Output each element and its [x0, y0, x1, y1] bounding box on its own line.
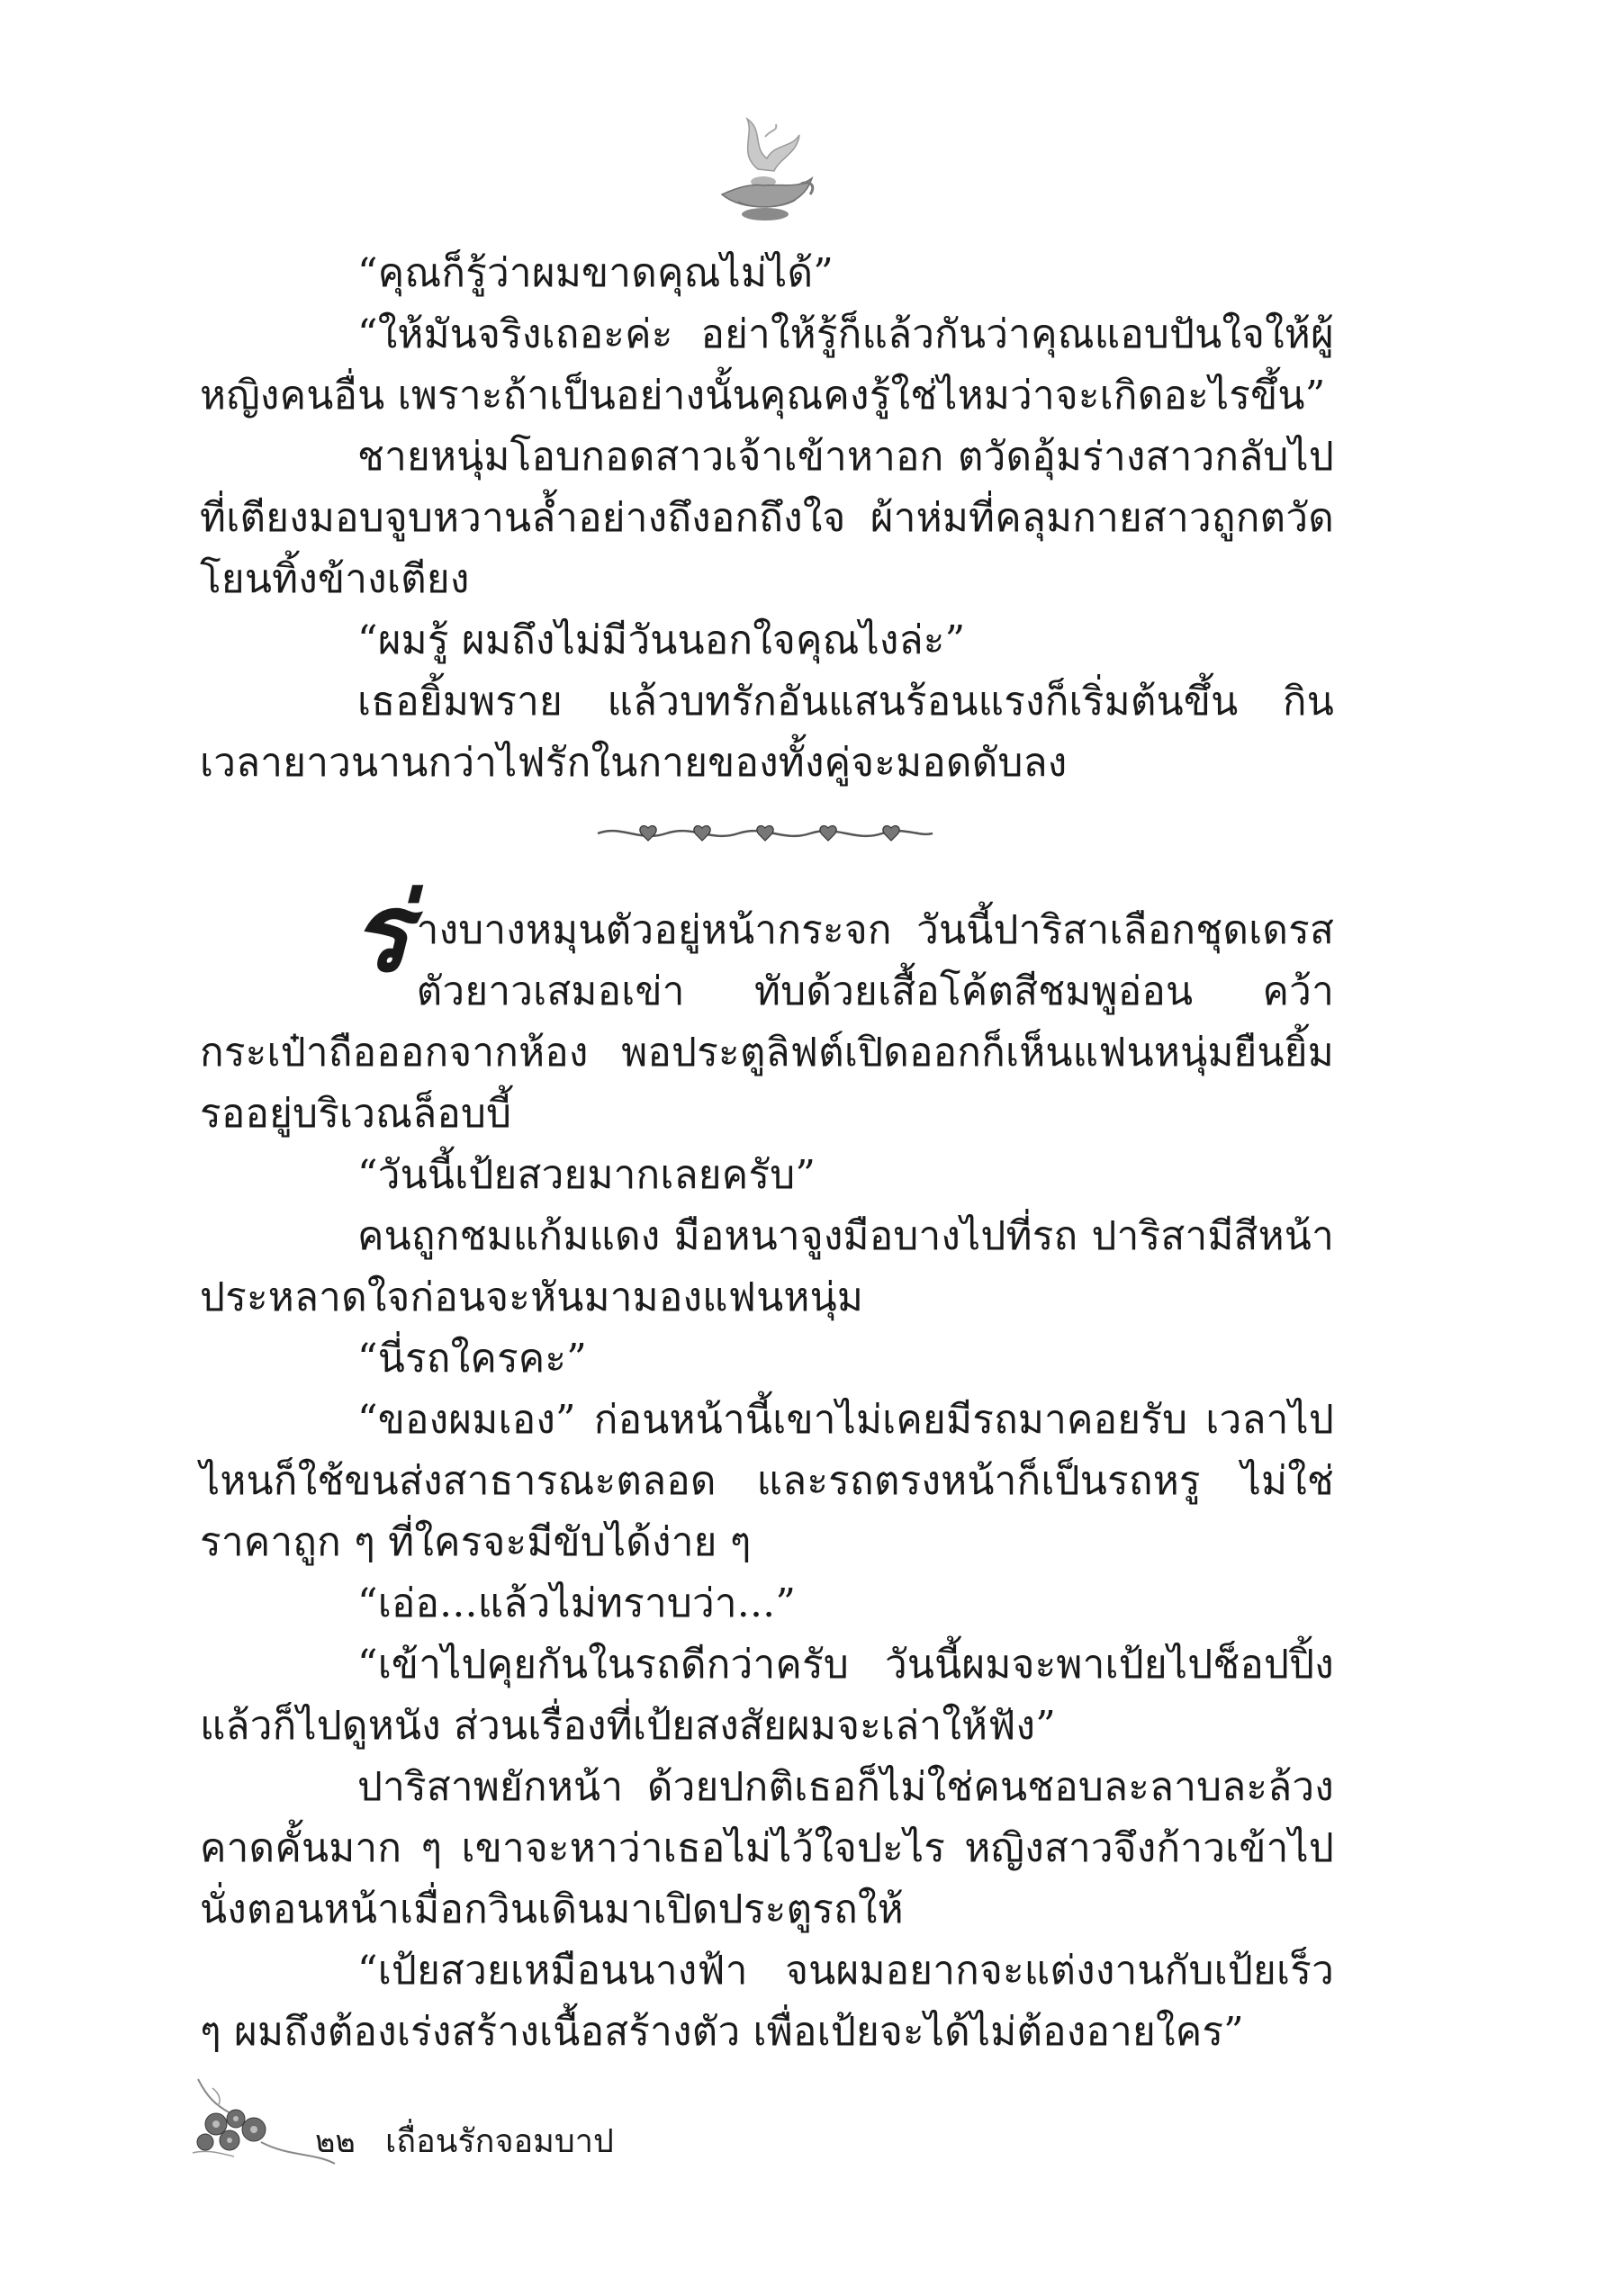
paragraph-with-dropcap — [200, 869, 1334, 1145]
heart-chain-divider-icon — [594, 817, 936, 850]
paragraph: “วันนี้เป้ยสวยมากเลยครับ” — [357, 1152, 816, 1198]
section-2 — [200, 869, 1334, 2063]
paragraph: ชายหนุ่มโอบกอดสาวเจ้าเข้าหาอก ตวัดอุ้มร่างสาวกลับไปที่เตียงมอบจูบหวานล้ำอย่างถึงอกถึงใจ ผ้าห่มที่คลุมกายสาวถูกตวัดโยนทิ้งข้างเตียง — [200, 434, 1334, 602]
paragraph-text: างบางหมุนตัวอยู่หน้ากระจก วันนี้ปาริสาเลือกชุดเดรสตัวยาวเสมอเข่า ทับด้วยเสื้อโค้ตสีชมพูอ่อน คว้ากระเป๋าถือออกจากห้อง พอประตูลิฟต์เปิดออกก็เห็นแฟนหนุ่มยืนยิ้มรออยู่บริเวณล็อบบี้ — [200, 907, 1334, 1137]
paragraph: “เอ่อ...แล้วไม่ทราบว่า...” — [357, 1580, 797, 1626]
paragraph: “ผมรู้ ผมถึงไม่มีวันนอกใจคุณไงล่ะ” — [357, 617, 966, 663]
paragraph: “ของผมเอง” ก่อนหน้านี้เขาไม่เคยมีรถมาคอยรับ เวลาไปไหนก็ใช้ขนส่งสาธารณะตลอด และรถตรงหน้าก็เป็นรถหรู ไม่ใช่ราคาถูก ๆ ที่ใครจะมีขับได้ง่าย ๆ — [200, 1397, 1334, 1565]
drop-cap: ร่ — [351, 869, 410, 996]
paragraph: เธอยิ้มพราย แล้วบทรักอันแสนร้อนแรงก็เริ่มต้นขึ้น กินเวลายาวนานกว่าไฟรักในกายของทั้งคู่จะมอดดับลง — [200, 679, 1334, 786]
paragraph: คนถูกชมแก้มแดง มือหนาจูงมือบางไปที่รถ ปาริสามีสีหน้าประหลาดใจก่อนจะหันมามองแฟนหนุ่ม — [200, 1213, 1334, 1320]
paragraph: “เป้ยสวยเหมือนนางฟ้า จนผมอยากจะแต่งงานกับเป้ยเร็ว ๆ ผมถึงต้องเร่งสร้างเนื้อสร้างตัว เพื่อเป้ยจะได้ไม่ต้องอายใคร” — [200, 1948, 1334, 2055]
section-1 — [200, 243, 1334, 794]
flower-bouquet-icon — [180, 2070, 338, 2169]
page-footer — [180, 2070, 810, 2169]
paragraph: “เข้าไปคุยกันในรถดีกว่าครับ วันนี้ผมจะพาเป้ยไปช็อปปิ้ง แล้วก็ไปดูหนัง ส่วนเรื่องที่เป้ยสงสัยผมจะเล่าให้ฟัง” — [200, 1642, 1334, 1749]
page-number: ๒๒ — [315, 2124, 356, 2160]
paragraph: “นี่รถใครคะ” — [357, 1336, 587, 1382]
paragraph: ปาริสาพยักหน้า ด้วยปกติเธอก็ไม่ใช่คนชอบละลาบละล้วงคาดคั้นมาก ๆ เขาจะหาว่าเธอไม่ไว้ใจปะไร หญิงสาวจึงก้าวเข้าไปนั่งตอนหน้าเมื่อกวินเดินมาเปิดประตูรถให้ — [200, 1764, 1334, 1932]
magic-lamp-icon — [711, 108, 819, 230]
paragraph: “คุณก็รู้ว่าผมขาดคุณไม่ได้” — [357, 250, 834, 296]
paragraph: “ให้มันจริงเถอะค่ะ อย่าให้รู้ก็แล้วกันว่าคุณแอบปันใจให้ผู้หญิงคนอื่น เพราะถ้าเป็นอย่างนั้นคุณคงรู้ใช่ไหมว่าจะเกิดอะไรขึ้น” — [200, 311, 1334, 419]
book-title: เถื่อนรักจอมบาป — [385, 2123, 614, 2160]
